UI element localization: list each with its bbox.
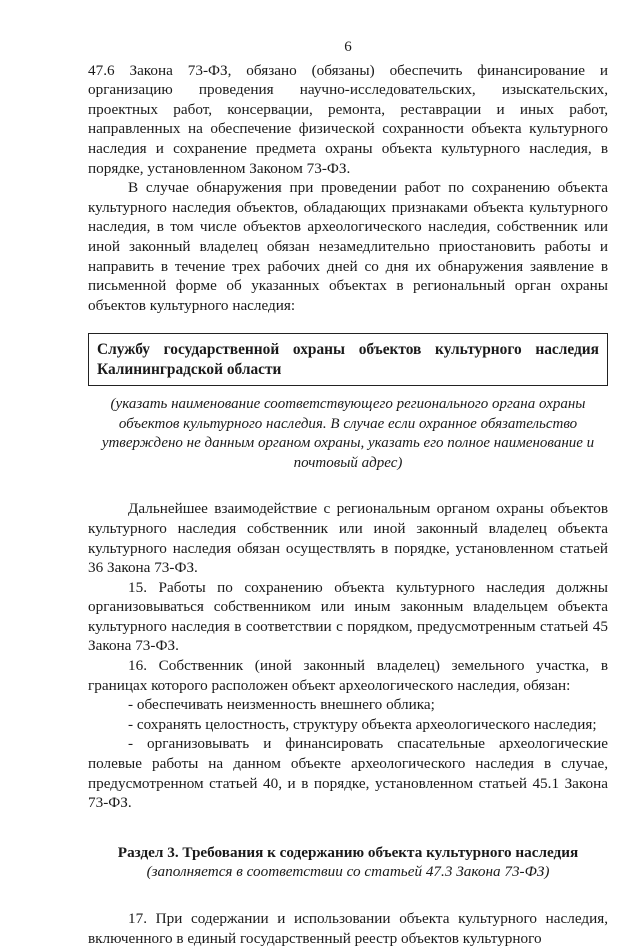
list-item-rescue-works: - организовывать и финансировать спасательные археологические полевые работы на данном объекте археологического наследия в случае, предусмотренном статьей 40, и в порядке, установленном статьей 45.1 Закона 73-ФЗ. [88, 735, 608, 812]
authority-instruction-note: (указать наименование соответствующего регионального органа охраны объектов культурного наследия. В случае если охранное обязательство утверждено не данным органом охраны, указать его полное наименование и почтовый адрес) [101, 396, 595, 471]
section-3-title: Раздел 3. Требования к содержанию объекта культурного наследия [117, 843, 579, 861]
list-item-appearance: - обеспечивать неизменность внешнего облика; [128, 696, 435, 714]
paragraph-interaction: Дальнейшее взаимодействие с региональным органом охраны объектов культурного наследия собственник или иной законный владелец объекта культурного наследия обязан осуществлять в порядке, установленном статьей 36 Закона 73-ФЗ. [88, 500, 608, 577]
paragraph-item-15: 15. Работы по сохранению объекта культурного наследия должны организовываться собственником или иным законным владельцем объекта культурного наследия в соответствии с порядком, предусмотренным статьей 45 Закона 73-ФЗ. [88, 578, 608, 655]
regional-authority-box: Службу государственной охраны объектов культурного наследия Калининградской области [88, 333, 608, 386]
paragraph-item-17: 17. При содержании и использовании объекта культурного наследия, включенного в единый государственный реестр объектов культурного [88, 910, 608, 947]
paragraph-discovery-obligation: В случае обнаружения при проведении работ по сохранению объекта культурного наследия объектов, обладающих признаками объекта культурного наследия, в том числе объектов археологического наследия, собственник или иной законный владелец обязан незамедлительно приостановить работы и направить в течение трех рабочих дней со дня их обнаружения заявление в письменной форме об указанных объектах в региональный орган охраны объектов культурного наследия: [88, 179, 608, 314]
page-content [88, 38, 608, 948]
paragraph-continuation: 47.6 Закона 73-ФЗ, обязано (обязаны) обеспечить финансирование и организацию проведения научно-исследовательских, изыскательских, проектных работ, консервации, ремонта, реставрации и иных работ, направленных на обеспечение физической сохранности объекта культурного наследия и сохранение предмета охраны объекта культурного наследия, в порядке, установленном Законом 73-ФЗ. [88, 61, 608, 177]
section-3-subtitle: (заполняется в соответствии со статьей 47.3 Закона 73-ФЗ) [146, 863, 550, 881]
page-number: 6 [344, 39, 352, 55]
list-item-integrity: - сохранять целостность, структуру объекта археологического наследия; [128, 715, 597, 733]
paragraph-item-16: 16. Собственник (иной законный владелец) земельного участка, в границах которого расположен объект археологического наследия, обязан: [88, 657, 608, 694]
